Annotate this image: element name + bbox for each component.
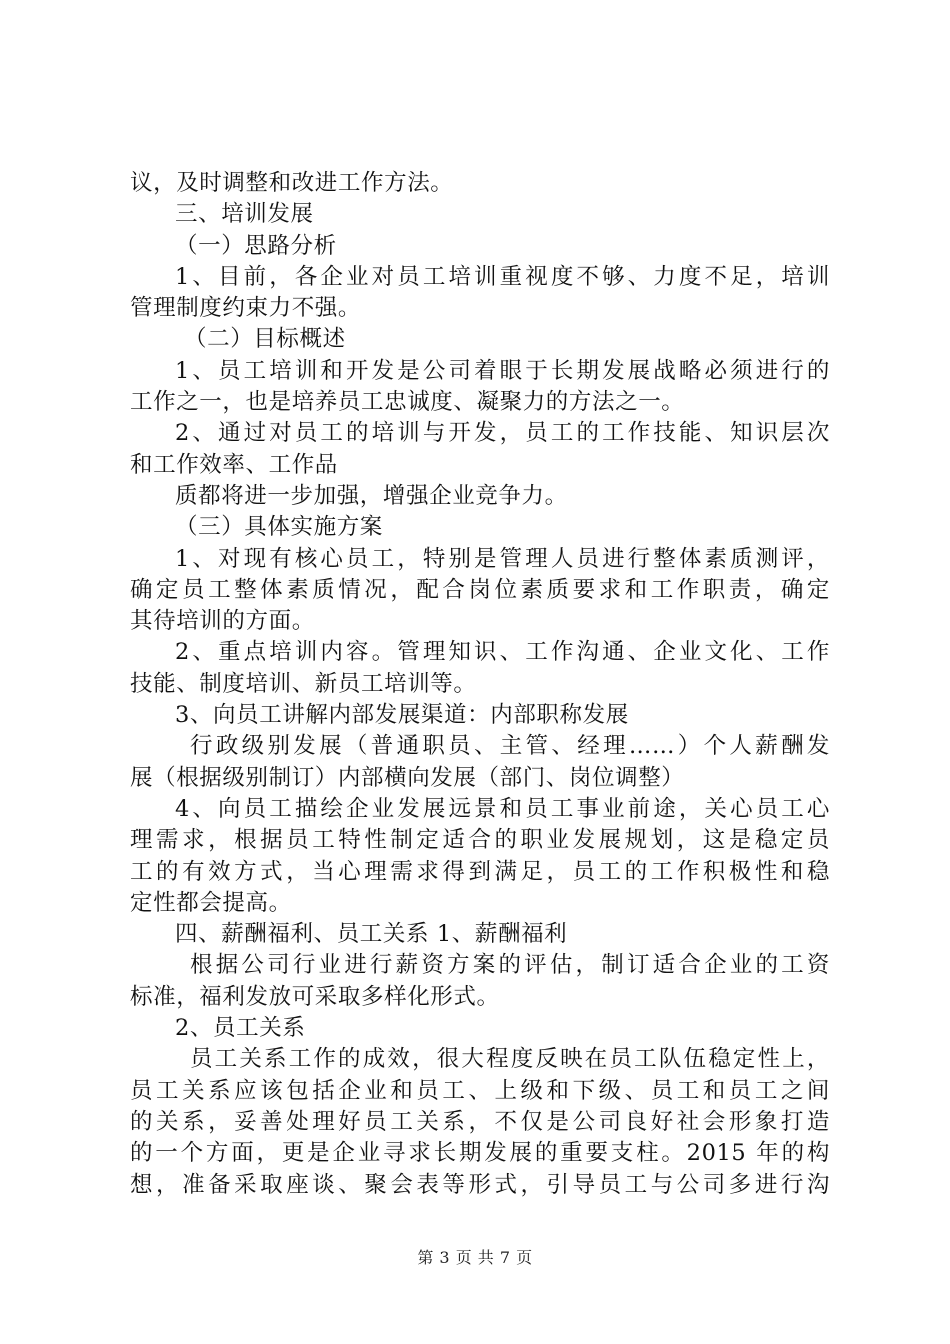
- page-footer-number: 第 3 页 共 7 页: [417, 1248, 533, 1267]
- paragraph-line: 根据公司行业进行薪资方案的评估，制订适合企业的工资: [190, 952, 830, 979]
- subsection-heading-2: （二）目标概述: [184, 326, 346, 353]
- section-heading-3: 三、培训发展: [175, 201, 314, 228]
- paragraph-line: 想，准备采取座谈、聚会表等形式，引导员工与公司多进行沟: [130, 1171, 830, 1198]
- section-heading-4: 四、薪酬福利、员工关系 1、薪酬福利: [175, 921, 568, 948]
- subsection-heading-employee-relations: 2、员工关系: [175, 1015, 306, 1042]
- paragraph-line: 定性都会提高。: [130, 889, 292, 916]
- paragraph-line: 议，及时调整和改进工作方法。: [130, 170, 454, 196]
- paragraph-line: 4、向员工描绘企业发展远景和员工事业前途，关心员工心: [175, 795, 830, 822]
- paragraph-line: 工的有效方式，当心理需求得到满足，员工的工作积极性和稳: [130, 858, 830, 885]
- paragraph-line: 1、目前，各企业对员工培训重视度不够、力度不足，培训: [175, 263, 830, 290]
- paragraph-line: 行政级别发展（普通职员、主管、经理……）个人薪酬发: [190, 733, 830, 760]
- paragraph-line: 确定员工整体素质情况，配合岗位素质要求和工作职责，确定: [130, 576, 830, 603]
- paragraph-line: 质都将进一步加强，增强企业竞争力。: [175, 482, 568, 509]
- paragraph-line: 2、通过对员工的培训与开发，员工的工作技能、知识层次: [175, 420, 830, 447]
- paragraph-line: 管理制度约束力不强。: [130, 295, 362, 322]
- paragraph-line: 和工作效率、工作品: [130, 451, 338, 478]
- paragraph-line: 2、重点培训内容。管理知识、工作沟通、企业文化、工作: [175, 639, 830, 666]
- paragraph-line: 员工关系应该包括企业和员工、上级和下级、员工和员工之间: [130, 1077, 830, 1104]
- document-body: [130, 168, 830, 1201]
- paragraph-line: 员工关系工作的成效，很大程度反映在员工队伍稳定性上，: [190, 1046, 830, 1073]
- subsection-heading-3: （三）具体实施方案: [175, 514, 383, 541]
- paragraph-line: 3、向员工讲解内部发展渠道：内部职称发展: [175, 702, 629, 729]
- paragraph-line: 工作之一，也是培养员工忠诚度、凝聚力的方法之一。: [130, 389, 685, 416]
- paragraph-line: 展（根据级别制订）内部横向发展（部门、岗位调整）: [130, 764, 685, 791]
- paragraph-line: 理需求，根据员工特性制定适合的职业发展规划，这是稳定员: [130, 827, 830, 854]
- paragraph-line: 标准，福利发放可采取多样化形式。: [130, 983, 500, 1010]
- paragraph-line: 1、员工培训和开发是公司着眼于长期发展战略必须进行的: [175, 357, 830, 384]
- paragraph-line: 的关系，妥善处理好员工关系，不仅是公司良好社会形象打造: [130, 1108, 830, 1135]
- paragraph-line: 的一个方面，更是企业寻求长期发展的重要支柱。2015 年的构: [130, 1140, 830, 1167]
- subsection-heading-1: （一）思路分析: [175, 232, 337, 259]
- paragraph-line: 其待培训的方面。: [130, 608, 315, 635]
- paragraph-line: 技能、制度培训、新员工培训等。: [130, 670, 477, 697]
- paragraph-line: 1、对现有核心员工，特别是管理人员进行整体素质测评，: [175, 545, 830, 572]
